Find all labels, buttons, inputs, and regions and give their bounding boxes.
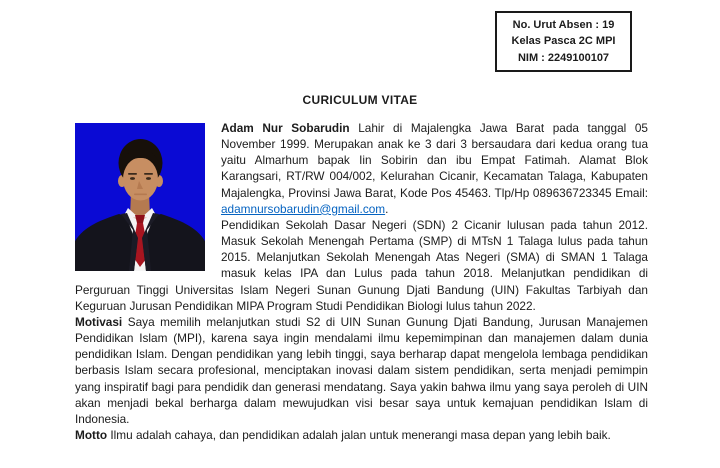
class-line: Kelas Pasca 2C MPI <box>511 35 616 48</box>
motto-text: Ilmu adalah cahaya, dan pendidikan adalah jalan untuk menerangi masa depan yang lebih baik. <box>107 427 611 442</box>
education-text: Pendidikan Sekolah Dasar Negeri (SDN) 2 Cicanir lulusan pada tahun 2012. Masuk Sekolah Menengah Pertama (SMP) di MTsN 1 Talaga lulus pada tahun 2015. Melanjutkan Sekolah Menengah Atas Negeri (SMA) di SMAN 1 Talaga masuk kelas IPA dan Lulus pada tahun 2018. Melanjutkan pendidikan di Perguruan Tinggi Universitas Islam Negeri Sunan Gunung Djati Bandung (UIN) Fakultas Tarbiyah dan Keguruan Jurusan Pendidikan MIPA Program Studi Pendidikan Biologi lulus tahun 2022. <box>75 217 648 313</box>
eye-left <box>130 177 135 180</box>
eyebrow-left <box>128 173 137 175</box>
motto-paragraph <box>75 427 648 443</box>
bio-text: Lahir di Majalengka Jawa Barat pada tanggal 05 November 1999. Merupakan anak ke 3 dari 3 bersaudara dari kedua orang tua yaitu Almarhum bapak Iin Sobirin dan ibu Empat Fatimah. Alamat Blok Karangsari, RT/RW 004/002, Kelurahan Cicanir, Kecamatan Talaga, Kabupaten Majalengka, Provinsi Jawa Barat, Kode Pos 45463. Tlp/Hp 089636723345 Email: <box>221 121 648 200</box>
eye-right <box>146 177 151 180</box>
student-info-box <box>495 11 632 72</box>
bio-text-end: . <box>385 201 389 216</box>
motto-label: Motto <box>75 427 108 442</box>
person-name: Adam Nur Sobarudin <box>221 121 350 135</box>
mouth-shape <box>134 194 147 196</box>
page-title: CURICULUM VITAE <box>302 93 418 107</box>
email-link[interactable]: adamnursobarudin@gmail.com <box>221 201 386 216</box>
motivation-paragraph <box>75 314 648 427</box>
portrait-photo-drawing <box>75 123 205 271</box>
absence-number-line: No. Urut Absen : 19 <box>512 18 615 31</box>
eyebrow-right <box>144 173 153 175</box>
nim-line: NIM : 2249100107 <box>517 51 610 64</box>
motivation-label: Motivasi <box>75 314 123 329</box>
motivation-text: Saya memilih melanjutkan studi S2 di UIN Sunan Gunung Djati Bandung, Jurusan Manajemen Pendidikan Islam (MPI), karena saya ingin mendalami ilmu kepemimpinan dan manajemen dalam dunia pendidikan Islam. Dengan pendidikan yang lebih tinggi, saya berharap dapat mengelola lembaga pendidikan berbasis Islam secara profesional, menciptakan inovasi dalam sistem pendidikan, serta menjadi pemimpin yang inspiratif bagi para pendidik dan generasi mendatang. Saya yakin bahwa ilmu yang saya peroleh di UIN akan menjadi bekal berharga dalam mewujudkan visi besar saya untuk kemajuan pendidikan Islam di Indonesia. <box>75 314 648 426</box>
portrait-photo <box>75 123 205 271</box>
cv-body <box>75 120 648 443</box>
